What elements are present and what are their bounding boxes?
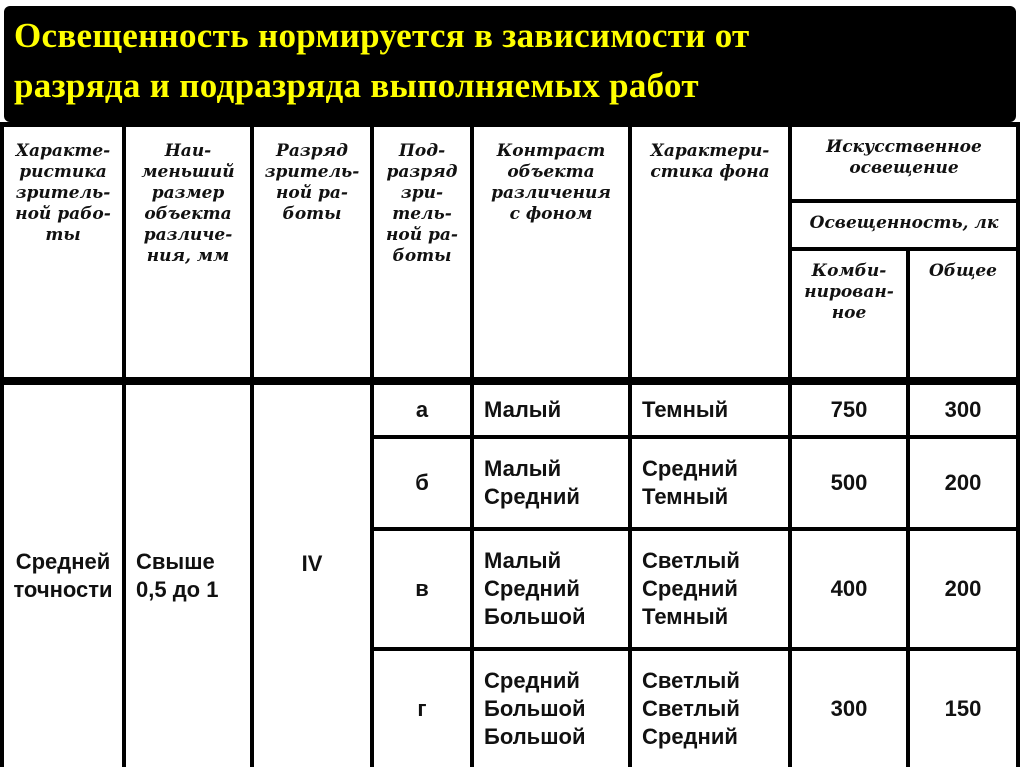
row-v-background: Светлый Средний Темный bbox=[632, 531, 788, 647]
row-v-combined: 400 bbox=[792, 531, 906, 647]
header-char-work: Характе- ристика зритель- ной рабо- ты bbox=[4, 127, 122, 377]
header-contrast: Контраст объекта различения с фоном bbox=[474, 127, 628, 377]
header-artificial-lighting: Искусственное освещение bbox=[792, 127, 1016, 199]
row-g-contrast: Средний Большой Большой bbox=[474, 651, 628, 767]
row-a-sub: а bbox=[374, 385, 470, 435]
header-min-size: Наи- меньший размер объекта различе- ния, мм bbox=[126, 127, 250, 377]
header-general: Общее bbox=[910, 251, 1016, 377]
row-g-sub: г bbox=[374, 651, 470, 767]
header-combined: Комби- нирован- ное bbox=[792, 251, 906, 377]
row-v-contrast: Малый Средний Большой bbox=[474, 531, 628, 647]
category-value: IV bbox=[254, 385, 370, 767]
char-work-value: Средней точности bbox=[4, 385, 122, 767]
row-b-contrast: Малый Средний bbox=[474, 439, 628, 527]
row-a-general: 300 bbox=[910, 385, 1016, 435]
min-size-value: Свыше 0,5 до 1 bbox=[126, 385, 250, 767]
row-a-contrast: Малый bbox=[474, 385, 628, 435]
row-b-sub: б bbox=[374, 439, 470, 527]
header-category: Разряд зритель- ной ра- боты bbox=[254, 127, 370, 377]
row-b-background: Средний Темный bbox=[632, 439, 788, 527]
title-line-2: разряда и подразряда выполняемых работ bbox=[14, 66, 699, 105]
header-subcategory: Под- разряд зри- тель- ной ра- боты bbox=[374, 127, 470, 377]
title-line-1: Освещенность нормируется в зависимости от bbox=[14, 16, 750, 55]
row-b-general: 200 bbox=[910, 439, 1016, 527]
row-v-general: 200 bbox=[910, 531, 1016, 647]
row-g-background: Светлый Светлый Средний bbox=[632, 651, 788, 767]
illuminance-table bbox=[0, 122, 1020, 767]
title-banner bbox=[4, 6, 1016, 122]
row-a-background: Темный bbox=[632, 385, 788, 435]
row-g-general: 150 bbox=[910, 651, 1016, 767]
row-b-combined: 500 bbox=[792, 439, 906, 527]
header-illuminance: Освещенность, лк bbox=[792, 203, 1016, 247]
row-a-combined: 750 bbox=[792, 385, 906, 435]
row-g-combined: 300 bbox=[792, 651, 906, 767]
header-background: Характери- стика фона bbox=[632, 127, 788, 377]
row-v-sub: в bbox=[374, 531, 470, 647]
